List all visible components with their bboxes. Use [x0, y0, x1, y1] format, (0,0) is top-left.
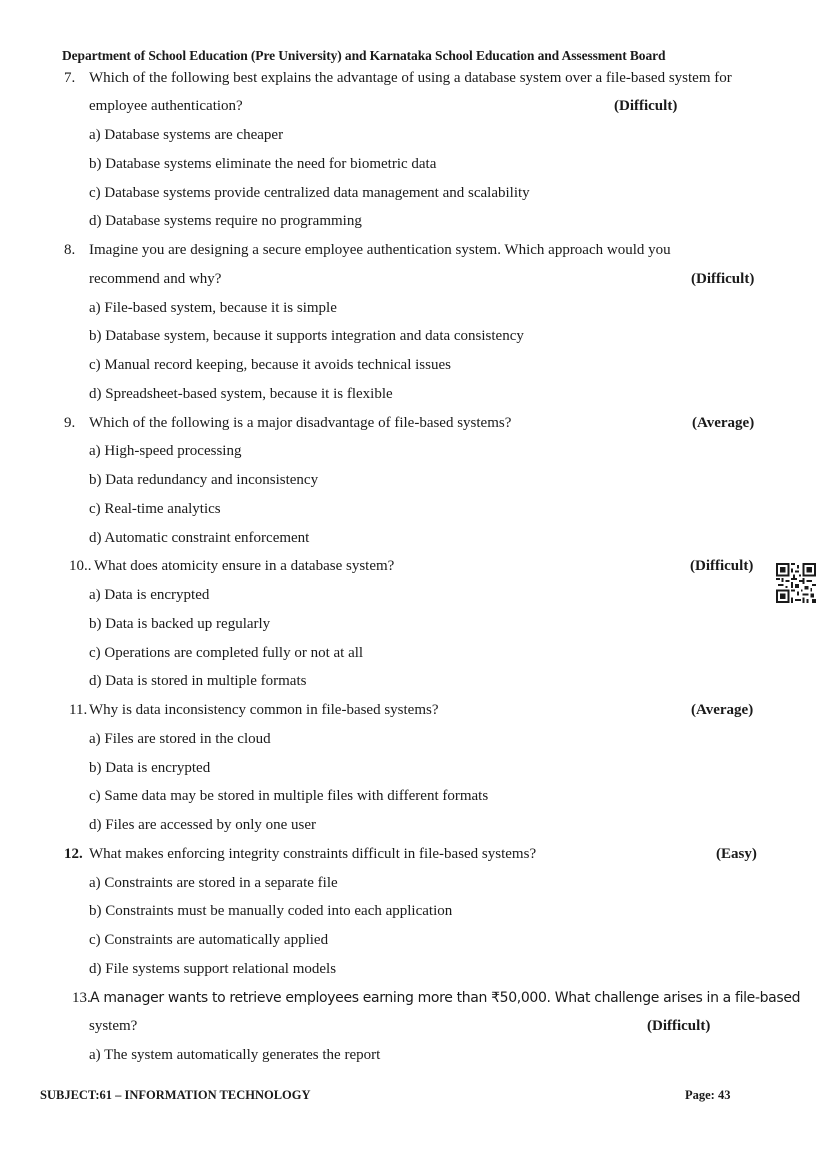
option: c) Operations are completed fully or not at all	[89, 645, 364, 661]
footer-page-number: Page: 43	[685, 1088, 731, 1102]
qr-code-icon	[776, 563, 816, 603]
question-text: employee authentication?	[89, 98, 243, 114]
question-number: 12.	[64, 846, 83, 862]
option: d) Data is stored in multiple formats	[89, 673, 307, 689]
question-text: Which of the following best explains the advantage of using a database system over a file-based system for	[89, 70, 732, 86]
option: a) Data is encrypted	[89, 587, 210, 603]
option: a) Database systems are cheaper	[89, 127, 284, 143]
option: a) Constraints are stored in a separate file	[89, 875, 338, 891]
option: b) Database systems eliminate the need for biometric data	[89, 156, 437, 172]
difficulty-label: (Average)	[692, 415, 755, 431]
difficulty-label: (Easy)	[716, 846, 757, 862]
difficulty-label: (Difficult)	[691, 271, 755, 287]
question-text: Imagine you are designing a secure employee authentication system. Which approach would you	[89, 242, 671, 258]
question-text: system?	[89, 1018, 138, 1034]
option: a) High-speed processing	[89, 443, 242, 459]
option: c) Real-time analytics	[89, 501, 221, 517]
question-text: recommend and why?	[89, 271, 222, 287]
option: d) File systems support relational models	[89, 961, 337, 977]
option: b) Constraints must be manually coded into each application	[89, 903, 453, 919]
option: a) The system automatically generates the report	[89, 1047, 381, 1063]
option: b) Data redundancy and inconsistency	[89, 472, 319, 488]
difficulty-label: (Difficult)	[690, 558, 754, 574]
question-number: 10..	[69, 558, 92, 574]
question-text: What does atomicity ensure in a database system?	[94, 558, 395, 574]
option: d) Spreadsheet-based system, because it is flexible	[89, 386, 393, 402]
option: d) Database systems require no programming	[89, 213, 362, 229]
question-number: 7.	[64, 70, 76, 86]
question-text: A manager wants to retrieve employees earning more than ₹50,000. What challenge arises in a file-based	[90, 990, 801, 1006]
difficulty-label: (Difficult)	[614, 98, 678, 114]
option: c) Manual record keeping, because it avoids technical issues	[89, 357, 451, 373]
question-number: 8.	[64, 242, 76, 258]
option: d) Automatic constraint enforcement	[89, 530, 310, 546]
difficulty-label: (Difficult)	[647, 1018, 711, 1034]
option: d) Files are accessed by only one user	[89, 817, 317, 833]
document-header: Department of School Education (Pre University) and Karnataka School Education and Assessment Board	[62, 48, 666, 63]
option: a) Files are stored in the cloud	[89, 731, 271, 747]
footer-subject: SUBJECT:61 – INFORMATION TECHNOLOGY	[40, 1088, 311, 1102]
question-number: 13.	[72, 990, 91, 1006]
option: c) Database systems provide centralized data management and scalability	[89, 185, 530, 201]
question-number: 11.	[69, 702, 88, 718]
option: b) Data is encrypted	[89, 760, 211, 776]
option: c) Same data may be stored in multiple files with different formats	[89, 788, 489, 804]
difficulty-label: (Average)	[691, 702, 754, 718]
question-text: Why is data inconsistency common in file-based systems?	[89, 702, 439, 718]
option: a) File-based system, because it is simple	[89, 300, 337, 316]
option: b) Database system, because it supports integration and data consistency	[89, 328, 524, 344]
question-number: 9.	[64, 415, 76, 431]
option: c) Constraints are automatically applied	[89, 932, 329, 948]
option: b) Data is backed up regularly	[89, 616, 271, 632]
question-text: Which of the following is a major disadvantage of file-based systems?	[89, 415, 512, 431]
question-text: What makes enforcing integrity constraints difficult in file-based systems?	[89, 846, 537, 862]
